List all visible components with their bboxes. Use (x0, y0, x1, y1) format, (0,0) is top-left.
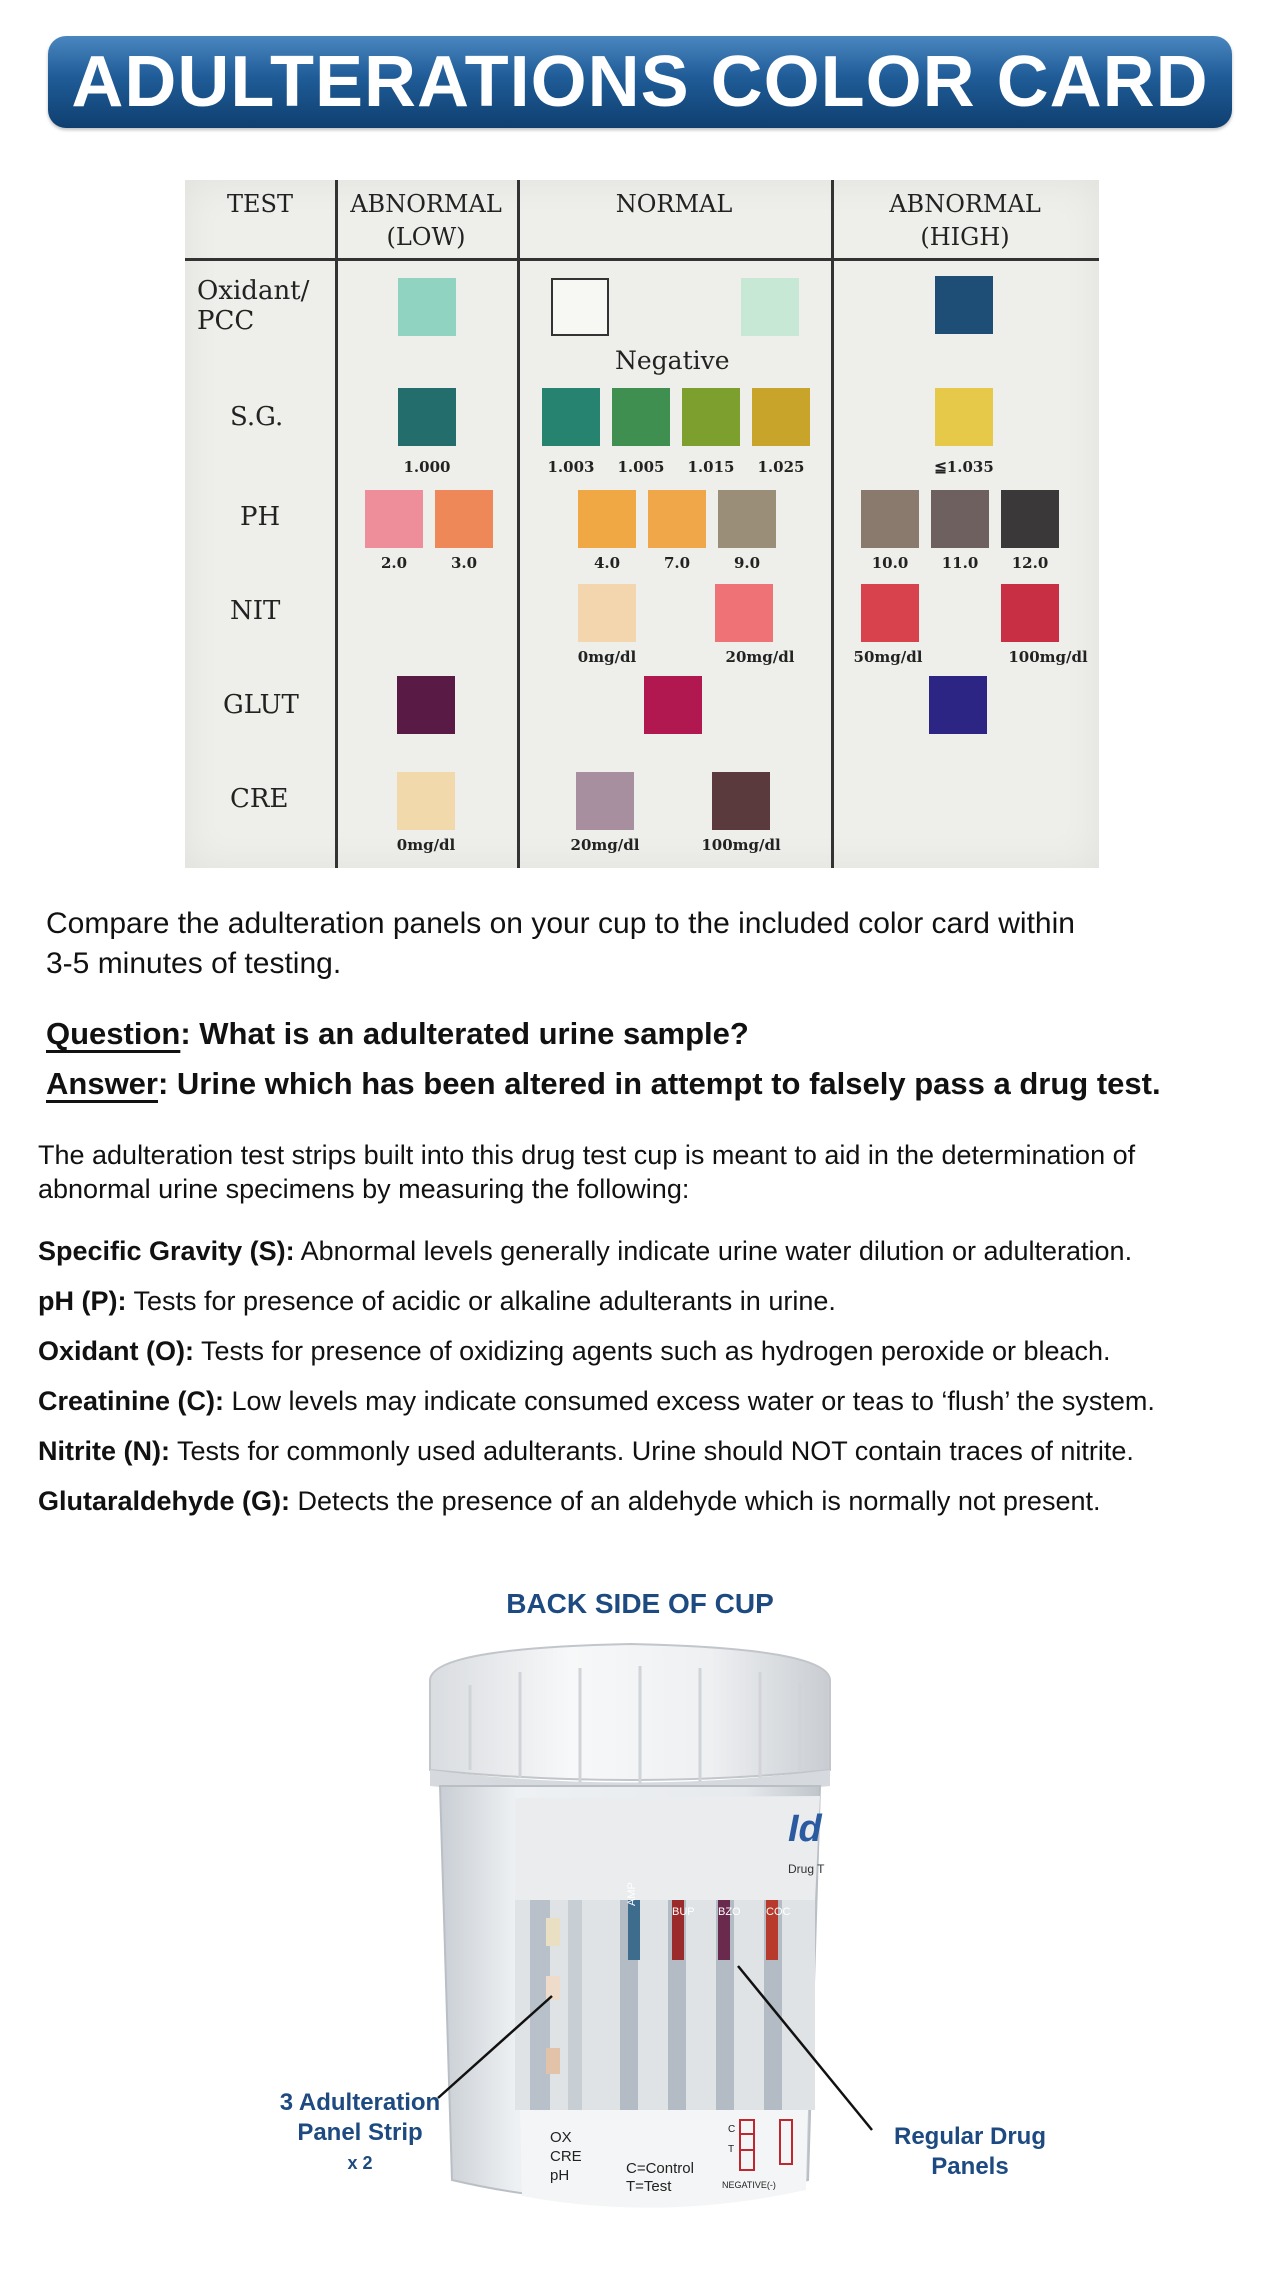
label-cre: CRE (550, 2148, 582, 2165)
label-ph-9: 9.0 (733, 554, 761, 572)
item-term: pH (P): (38, 1286, 127, 1316)
question-label: Question (46, 1016, 181, 1051)
item-text: Tests for presence of acidic or alkaline adulterants in urine. (126, 1286, 836, 1316)
answer-text: : Urine which has been altered in attempt to falsely pass a drug test. (157, 1066, 1161, 1101)
label-ph-12: 12.0 (1011, 554, 1049, 572)
label-nit-20: 20mg/dl (725, 648, 795, 666)
label-control: C=Control (626, 2160, 694, 2177)
label-sg-1-015: 1.015 (687, 458, 735, 476)
label-ph-2: 2.0 (380, 554, 408, 572)
label-ph: pH (550, 2167, 570, 2184)
negative-strip-label: NEGATIVE(-) (722, 2180, 776, 2190)
row-label-oxidant: Oxidant/ PCC (197, 276, 310, 336)
label-ph-3: 3.0 (450, 554, 478, 572)
item-text: Tests for commonly used adulterants. Urine should NOT contain traces of nitrite. (169, 1436, 1134, 1466)
item-text: Low levels may indicate consumed excess water or teas to ‘flush’ the system. (224, 1386, 1155, 1416)
row-label-cre: CRE (230, 784, 289, 814)
header-abnormal-low: ABNORMAL (LOW) (350, 190, 502, 251)
description-text: The adulteration test strips built into this drug test cup is meant to aid in the determination of abnormal urine specimens by measuring the following: (38, 1140, 1136, 1204)
label-ph-7: 7.0 (663, 554, 691, 572)
negative-label: Negative (615, 346, 730, 375)
label-ph-10: 10.0 (871, 554, 909, 572)
page-title: ADULTERATIONS COLOR CARD (71, 42, 1209, 122)
left-caption-count: x 2 (347, 2153, 373, 2173)
item-term: Oxidant (O): (38, 1336, 194, 1366)
row-label-sg: S.G. (230, 402, 284, 432)
strip-t-label: T (728, 2144, 735, 2155)
question-text: : What is an adulterated urine sample? (180, 1016, 749, 1051)
label-nit-50: 50mg/dl (853, 648, 923, 666)
row-label-glut: GLUT (223, 690, 299, 720)
label-sg-high: ≦1.035 (934, 458, 994, 476)
label-cre-0: 0mg/dl (396, 836, 456, 854)
strip-code: BZO (718, 1906, 741, 1918)
header-normal: NORMAL (615, 190, 733, 218)
item-text: Tests for presence of oxidizing agents such as hydrogen peroxide or bleach. (194, 1336, 1111, 1366)
left-caption (240, 2088, 480, 2178)
cup-brand-sub: Drug T (788, 1862, 825, 1876)
label-cre-100: 100mg/dl (701, 836, 781, 854)
cup-legend (626, 2160, 694, 2196)
item-term: Glutaraldehyde (G): (38, 1486, 291, 1516)
label-cre-20: 20mg/dl (570, 836, 640, 854)
item-text: Detects the presence of an aldehyde which is normally not present. (290, 1486, 1101, 1516)
intro-text: Compare the adulteration panels on your cup to the included color card within 3-5 minutes of testing. (46, 907, 1075, 980)
strip-code: BUP (672, 1906, 695, 1918)
label-sg-1-005: 1.005 (617, 458, 665, 476)
strip-c-label: C (728, 2124, 736, 2135)
label-ox: OX (550, 2129, 572, 2146)
row-label-nit: NIT (230, 596, 281, 626)
item-text: Abnormal levels generally indicate urine water dilution or adulteration. (294, 1236, 1133, 1266)
left-caption-line: Panel Strip (297, 2119, 423, 2146)
label-nit-100: 100mg/dl (1008, 648, 1088, 666)
label-sg-1-003: 1.003 (547, 458, 595, 476)
label-ph-11: 11.0 (941, 554, 979, 572)
right-caption (860, 2122, 1080, 2182)
answer-label: Answer (46, 1066, 158, 1101)
cup-adulteration-labels (550, 2128, 582, 2185)
strip-code: AMP (626, 1882, 638, 1906)
strip-code: COC (766, 1906, 791, 1918)
item-term: Nitrite (N): (38, 1436, 170, 1466)
label-ph-4: 4.0 (593, 554, 621, 572)
cup-brand: Id (788, 1808, 822, 1850)
right-caption-line: Panels (931, 2153, 1009, 2180)
label-sg-1-025: 1.025 (757, 458, 805, 476)
label-sg-1-000: 1.000 (403, 458, 451, 476)
row-label-ph: PH (240, 502, 281, 532)
header-abnormal-high: ABNORMAL (HIGH) (889, 190, 1041, 251)
left-caption-line: 3 Adulteration (279, 2089, 441, 2116)
item-term: Creatinine (C): (38, 1386, 225, 1416)
item-term: Specific Gravity (S): (38, 1236, 295, 1266)
label-nit-0: 0mg/dl (577, 648, 637, 666)
cup-title: BACK SIDE OF CUP (506, 1588, 774, 1619)
header-test: TEST (227, 190, 293, 218)
label-test: T=Test (626, 2178, 672, 2195)
right-caption-line: Regular Drug (893, 2123, 1046, 2150)
